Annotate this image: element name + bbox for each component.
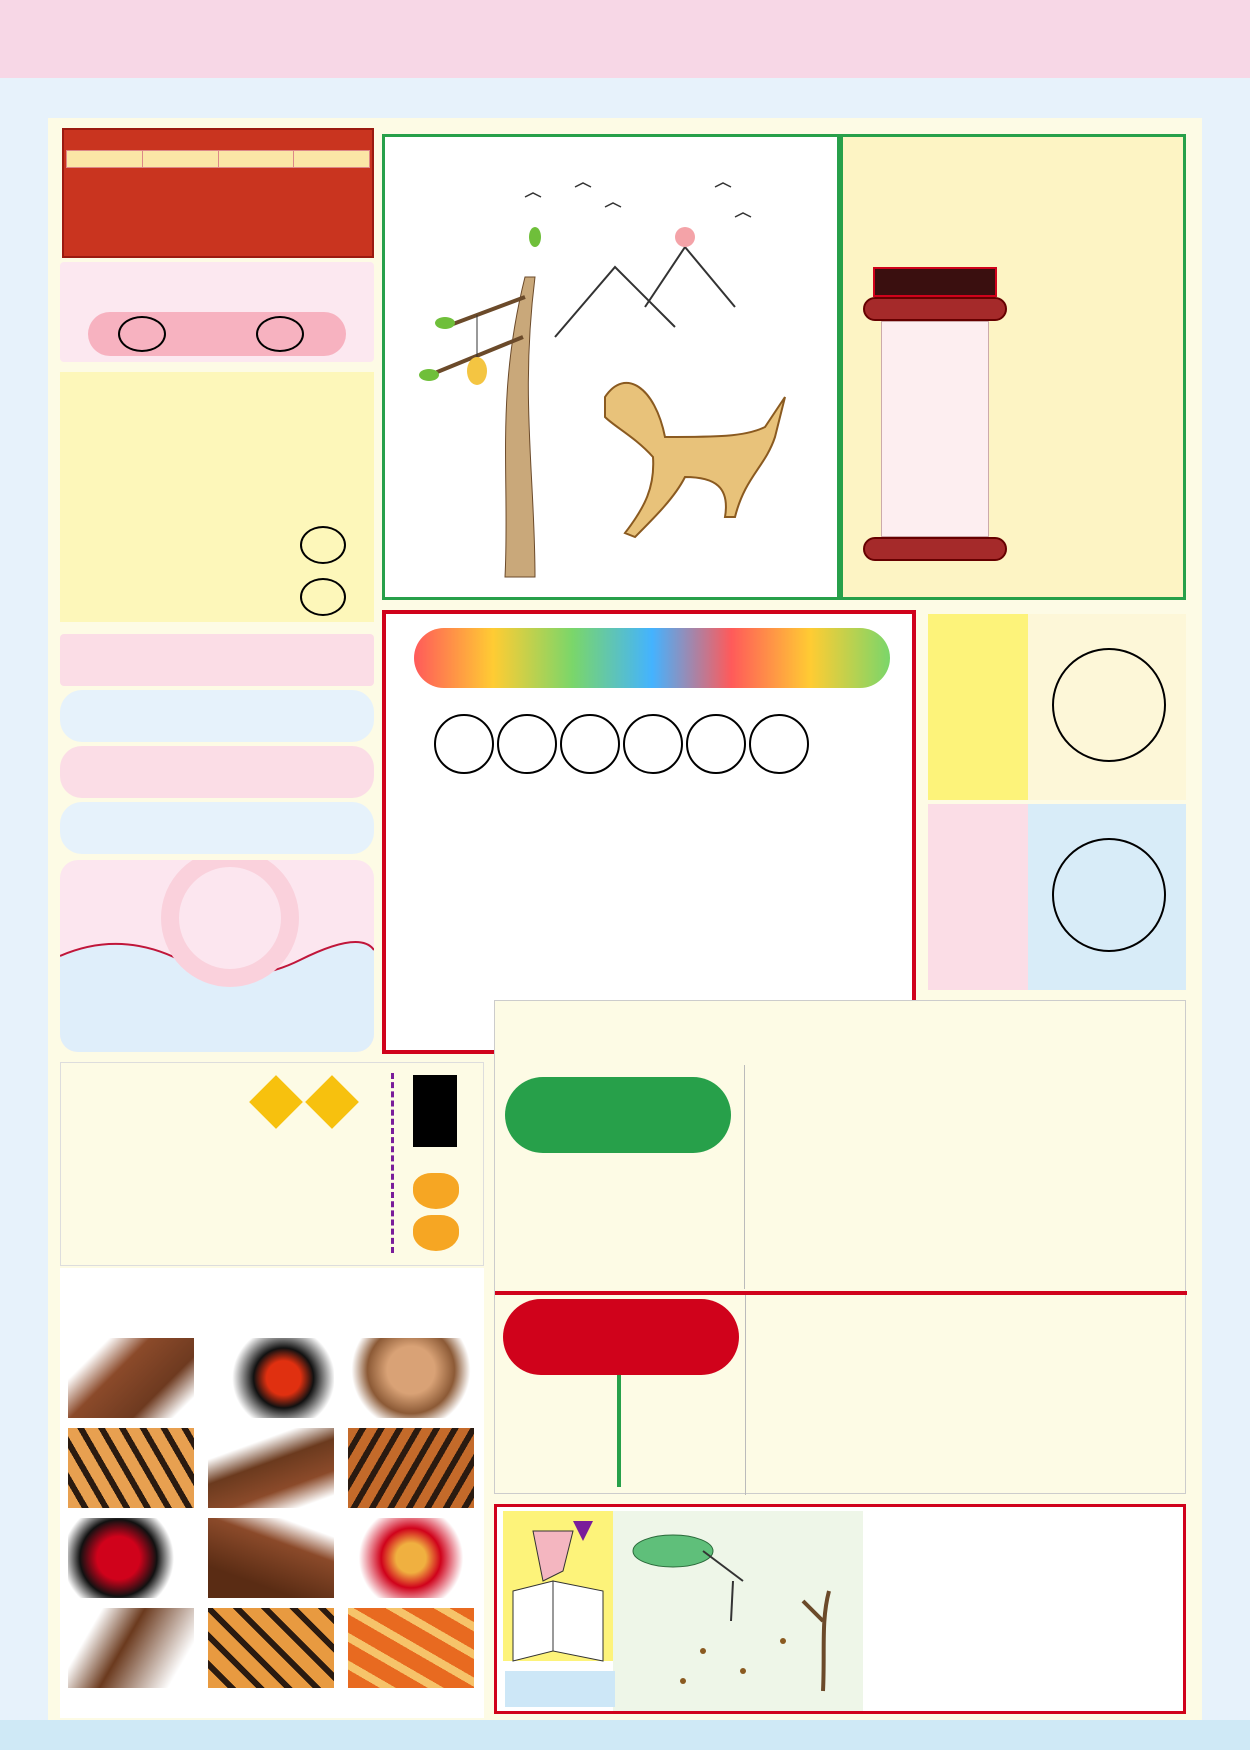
lucky-range-row [60, 802, 374, 854]
dragon-puzzle-piece [348, 1608, 474, 1688]
computer-analysis-panel [382, 610, 916, 1054]
right-border-strip [1202, 118, 1250, 1720]
stats-row [928, 614, 1186, 800]
stats-ball [1052, 648, 1166, 762]
tiger-puzzle-piece [208, 1608, 334, 1688]
xuanji-panel [60, 1062, 484, 1266]
special-pill [503, 1299, 739, 1375]
cold-hot-panel [60, 262, 374, 362]
analysis-banner [414, 628, 890, 688]
table-header [294, 151, 370, 168]
riddle-illustration [382, 134, 840, 600]
tiger-puzzle-piece [348, 1428, 474, 1508]
table-header [218, 151, 294, 168]
riddle-explanation-panel [494, 1504, 1186, 1714]
horse-puzzle-piece [208, 1518, 334, 1598]
green-divider [617, 1375, 621, 1487]
masthead [0, 0, 1250, 78]
special-number [300, 578, 346, 616]
cold-hot-number [256, 316, 304, 352]
lucky-number-row [60, 634, 374, 686]
zodiac-puzzle-panel [60, 1268, 484, 1718]
table-header [67, 151, 143, 168]
lucky-color-row [60, 746, 374, 798]
lucky-zodiac-row [60, 690, 374, 742]
scroll-rod [863, 537, 1007, 561]
scroll-paper [881, 321, 989, 537]
stats-ball [1052, 838, 1166, 952]
scroll-rod [863, 297, 1007, 321]
special-code-panel [60, 372, 374, 622]
riddle-scroll [863, 297, 1007, 561]
hot-number [686, 714, 746, 774]
stats-row [928, 804, 1186, 990]
diamond-badge [305, 1075, 359, 1129]
red-divider [495, 1291, 1187, 1295]
hot-number [623, 714, 683, 774]
left-border-strip [0, 118, 48, 1720]
table-header [142, 151, 218, 168]
butterfly-number [413, 1173, 459, 1209]
liuhe-xuanji-title-box [840, 134, 1186, 600]
cold-hot-pill [88, 312, 346, 356]
stats-label-bg [928, 804, 1028, 990]
dragon-puzzle-piece [208, 1338, 334, 1418]
horse-puzzle-piece [68, 1608, 194, 1688]
latest-contribution-panel [60, 860, 374, 1052]
total-and-special-panel [494, 1000, 1186, 1494]
table-grid [66, 150, 370, 168]
dashed-divider [391, 1073, 394, 1253]
total-pill [505, 1077, 731, 1153]
commentator-badge [505, 1671, 615, 1707]
monkey-puzzle-piece [348, 1338, 474, 1418]
dragon-puzzle-piece [348, 1518, 474, 1598]
stats-label-bg [928, 614, 1028, 800]
horse-puzzle-piece [68, 1338, 194, 1418]
tiger-puzzle-piece [68, 1428, 194, 1508]
hot-number [434, 714, 494, 774]
column-divider [745, 1295, 746, 1495]
table-header-row [67, 151, 370, 168]
scroll-tag [873, 267, 997, 297]
table-title [66, 132, 370, 150]
tips-badge [413, 1075, 457, 1147]
diamond-badge [249, 1075, 303, 1129]
hot-number [497, 714, 557, 774]
horse-tree-mountain-drawing [385, 137, 837, 597]
cold-hot-number [118, 316, 166, 352]
yearly-stats-panel [928, 614, 1186, 990]
top-border-strip [0, 78, 1250, 118]
butterfly-number [413, 1215, 459, 1251]
analysis-number-row [434, 714, 812, 778]
special-number [300, 526, 346, 564]
hot-number [749, 714, 809, 774]
footer-text [0, 1720, 1250, 1750]
wave-decoration [60, 860, 374, 1052]
gate-number-table [62, 128, 374, 258]
dragon-puzzle-piece [68, 1518, 194, 1598]
horse-puzzle-piece [208, 1428, 334, 1508]
hot-number [560, 714, 620, 774]
